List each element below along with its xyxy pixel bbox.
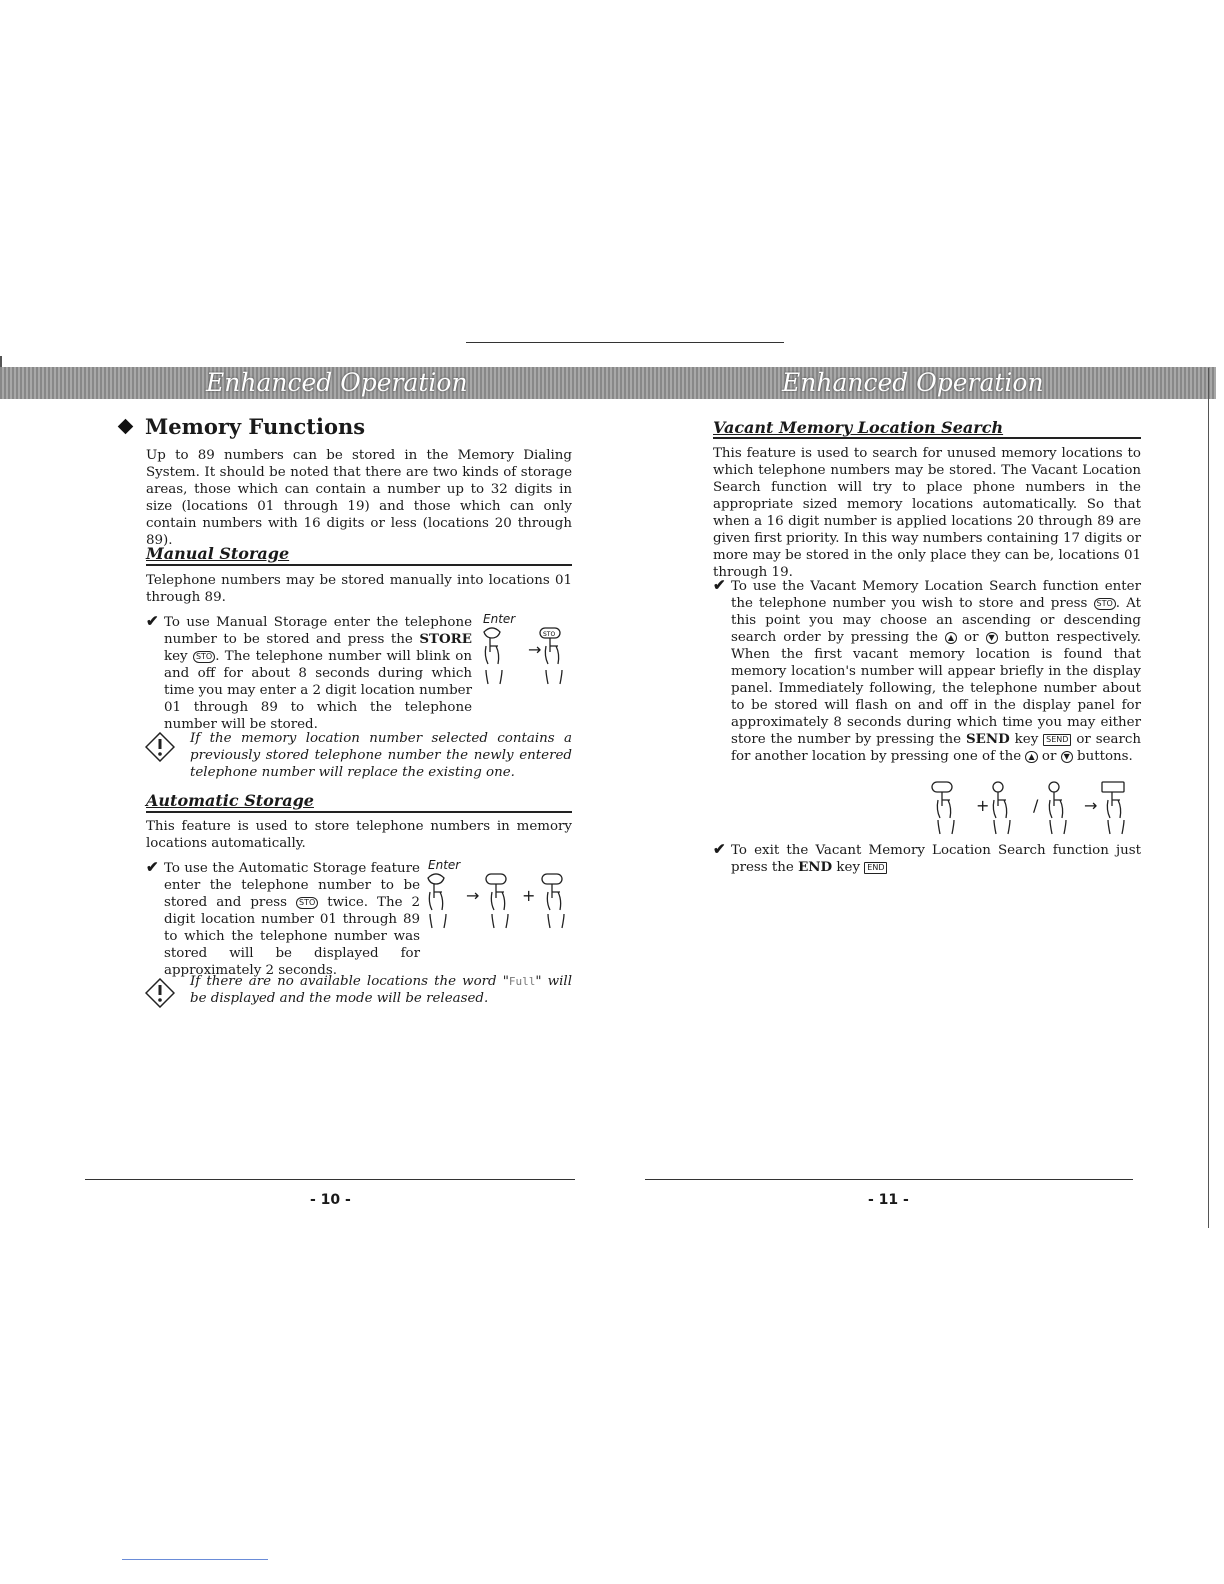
left-header-banner xyxy=(0,367,612,399)
vacant-step-2 xyxy=(731,842,1141,876)
vacant-search-rule xyxy=(713,437,1141,439)
sto-key-icon: STO xyxy=(1094,598,1116,610)
memory-intro: Up to 89 numbers can be stored in the Memory Dialing System. It should be noted that there are two kinds of storage areas, those which can contain a number up to 32 digits in size (locations 01 through 19) and those which can only contain numbers with 16 digits or less (locations 20 through 89). xyxy=(146,448,572,548)
caution-icon xyxy=(145,732,175,762)
automatic-storage-rule xyxy=(146,811,572,813)
press-hand-sto-icon xyxy=(932,782,954,834)
full-display-word: Full xyxy=(508,975,536,988)
arrow-icon: → xyxy=(528,640,542,659)
manual-step-text-b: key xyxy=(164,649,193,664)
store-key-label: STORE xyxy=(419,631,472,647)
section-title-text: Memory Functions xyxy=(145,414,366,439)
up-key-icon: ▲ xyxy=(945,632,957,644)
vacant-text-f: or search for another location by pressing one of the xyxy=(731,732,1142,764)
automatic-storage-body: This feature is used to store telephone numbers in memory locations automatically. xyxy=(146,819,572,851)
top-rule xyxy=(466,342,784,343)
slash-icon: / xyxy=(1033,796,1039,815)
manual-enter-label: Enter xyxy=(483,612,516,626)
check-icon: ✔ xyxy=(146,858,159,876)
left-page-section xyxy=(120,414,580,439)
check-icon: ✔ xyxy=(713,840,726,858)
vacant-exit-text-b: key xyxy=(832,860,865,875)
vacant-text-a: To use the Vacant Memory Location Search function enter the telephone number you wish to store and press xyxy=(731,579,1141,611)
auto-step-text-a: To use the Automatic Storage feature enter the telephone number to be stored and press xyxy=(164,861,420,910)
automatic-step xyxy=(164,860,420,979)
arrow-icon: → xyxy=(1084,796,1098,815)
manual-storage-note: If the memory location number selected contains a previously stored telephone number the newly entered telephone number will replace the existing one. xyxy=(190,731,572,780)
vacant-search-body: This feature is used to search for unused memory locations to which telephone numbers may be stored. The Vacant Location Search function will try to place phone numbers in the appropriate sized memory locations automatically. So that when a 16 digit number is applied locations 20 through 89 are given first priority. In this way numbers containing 17 digits or more may be stored in the only place they can be, locations 01 through 19. xyxy=(713,446,1141,580)
manual-storage-rule xyxy=(146,564,572,566)
vacant-text-h: buttons. xyxy=(1072,749,1133,764)
vacant-text-d: button respectively. When the first vacant memory location is found that memory location's number will appear briefly in the display panel. Immediately following, the telephone number about to be stored will flash on and off in the display panel for approximately 8 seconds during which time you may either store the number by pressing the xyxy=(731,630,1141,747)
diamond-bullet-icon xyxy=(118,419,134,435)
sto-key-icon: STO xyxy=(296,897,318,909)
vacant-exit-text-a: To exit the Vacant Memory Location Search function just press the xyxy=(731,843,1141,875)
section-title xyxy=(120,414,580,439)
arrow-icon: → xyxy=(466,886,480,905)
vacant-text-c: or xyxy=(957,630,986,645)
auto-key-sequence-illustration xyxy=(424,870,574,930)
down-key-icon: ▼ xyxy=(986,632,998,644)
vacant-text-b: . At this point you may choose an ascending or descending search order by pressing the xyxy=(731,596,1141,645)
press-hand-sto-icon xyxy=(542,874,564,928)
manual-step xyxy=(164,614,472,733)
check-icon: ✔ xyxy=(713,576,726,594)
vacant-key-sequence-illustration xyxy=(926,778,1136,836)
sto-key-caption: STO xyxy=(543,631,556,638)
automatic-storage-note xyxy=(190,973,572,1007)
press-hand-up-icon xyxy=(993,782,1010,834)
right-edge-rule xyxy=(1208,368,1209,1228)
plus-icon: + xyxy=(976,796,990,815)
plus-icon: + xyxy=(522,886,536,905)
auto-note-text-b: " will be displayed and the mode will be released. xyxy=(190,974,572,1006)
send-key-icon: SEND xyxy=(1043,734,1071,746)
left-page-number: - 10 - xyxy=(310,1192,351,1208)
auto-step-text-b: twice. The 2 digit location number 01 through 89 to which the telephone number was stored will be displayed for approximately 2 seconds. xyxy=(164,895,420,978)
manual-storage-body: Telephone numbers may be stored manually into locations 01 through 89. xyxy=(146,573,572,605)
right-banner-title: Enhanced Operation xyxy=(782,368,1044,397)
press-hand-icon xyxy=(428,874,446,928)
manual-step-text-a: To use Manual Storage enter the telephone number to be stored and press the xyxy=(164,615,472,647)
manual-storage-title: Manual Storage xyxy=(146,544,290,563)
press-hand-sto-icon xyxy=(486,874,508,928)
right-footer-rule xyxy=(645,1179,1133,1180)
right-page-number: - 11 - xyxy=(868,1192,909,1208)
automatic-storage-title: Automatic Storage xyxy=(146,791,314,810)
end-key-label: END xyxy=(798,859,833,875)
left-footer-rule xyxy=(85,1179,575,1180)
send-key-label: SEND xyxy=(966,731,1010,747)
check-icon: ✔ xyxy=(146,612,159,630)
caution-icon xyxy=(145,978,175,1008)
auto-note-text-a: If there are no available locations the word " xyxy=(190,974,509,989)
press-hand-down-icon xyxy=(1049,782,1066,834)
sto-key-icon: STO xyxy=(193,651,215,663)
manual-step-text-c: . The telephone number will blink on and off for about 8 seconds during which time you may enter a 2 digit location number 01 through 89 to which the telephone number will be stored. xyxy=(164,649,472,732)
bottom-blue-rule xyxy=(122,1559,268,1560)
right-header-banner xyxy=(612,367,1216,399)
auto-enter-label: Enter xyxy=(428,858,461,872)
end-key-icon: END xyxy=(864,862,887,874)
vacant-text-e: key xyxy=(1009,732,1044,747)
left-banner-title: Enhanced Operation xyxy=(206,368,468,397)
vacant-text-g: or xyxy=(1037,749,1061,764)
vacant-step-1 xyxy=(731,578,1141,765)
vacant-search-title: Vacant Memory Location Search xyxy=(713,418,1004,437)
down-key-icon: ▼ xyxy=(1061,751,1073,763)
up-key-icon: ▲ xyxy=(1025,751,1037,763)
press-hand-icon xyxy=(484,628,502,684)
press-hand-send-icon xyxy=(1102,782,1124,834)
